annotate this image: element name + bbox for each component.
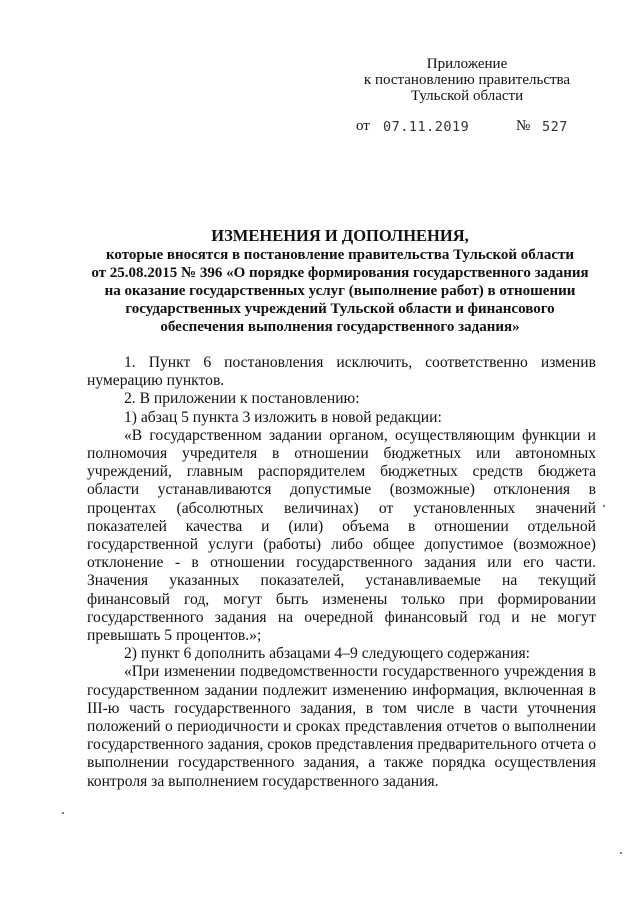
paragraph-5: 2) пункт 6 дополнить абзацами 4–9 следующего содержания: (124, 645, 530, 663)
scan-speck (603, 505, 605, 507)
title-line-5: государственных учреждений Тульской области и финансового (125, 301, 555, 317)
paragraph-1: 1. Пункт 6 постановления исключить, соответственно изменив нумерацию пунктов. (87, 354, 596, 390)
number-label: № (516, 118, 531, 134)
appendix-block (352, 56, 582, 104)
paragraph-4: «В государственном задании органом, осуществляющим функции и полномочия учредителя в отношении бюджетных или автономных учреждений, главным распорядителем бюджетных средств бюджета области устанавливаются допустимые (возможные) отклонения в процентах (абсолютных величинах) от установленных значений показателей качества и (или) объема в отношении отдельной государственной услуги (работы) либо общее допустимое (возможное) отклонение - в отношении государственного задания или его части. Значения указанных показателей, устанавливаемые на текущий финансовый год, могут быть изменены только при формировании государственного задания на очередной финансовый год и не могут превышать 5 процентов.»; (87, 426, 596, 645)
paragraph-2: 2. В приложении к постановлению: (124, 390, 360, 408)
title-line-6: обеспечения выполнения государственного задания» (160, 319, 520, 335)
number-value: 527 (542, 119, 568, 135)
title-main: ИЗМЕНЕНИЯ И ДОПОЛНЕНИЯ, (211, 226, 469, 245)
title-line-3: от 25.08.2015 № 396 «О порядке формирования государственного задания (91, 265, 589, 281)
paragraph-6: «При изменении подведомственности государственного учреждения в государственном задании подлежит изменению информация, включенная в III-ю часть государственного задания, в том числе в части уточнения положений о периодичности и сроках представления отчетов о выполнении государственного задания, сроков представления предварительного отчета о выполнении государственного задания, а также порядка осуществления контроля за выполнением государственного задания. (87, 663, 596, 790)
scan-speck (62, 812, 64, 814)
date-label: от (356, 118, 370, 134)
title-line-2: которые вносятся в постановление правительства Тульской области (105, 247, 575, 263)
document-body (87, 354, 596, 791)
title-line-4: на оказание государственных услуг (выполнение работ) в отношении (104, 283, 576, 299)
document-title (84, 226, 596, 336)
resolution-date-number (356, 117, 596, 135)
appendix-line-3: Тульской области (410, 88, 524, 104)
paragraph-3: 1) абзац 5 пункта 3 изложить в новой редакции: (124, 408, 442, 426)
appendix-line-1: Приложение (426, 56, 508, 72)
scan-speck (620, 852, 622, 854)
date-value: 07.11.2019 (383, 119, 470, 135)
appendix-line-2: к постановлению правительства (363, 72, 571, 88)
